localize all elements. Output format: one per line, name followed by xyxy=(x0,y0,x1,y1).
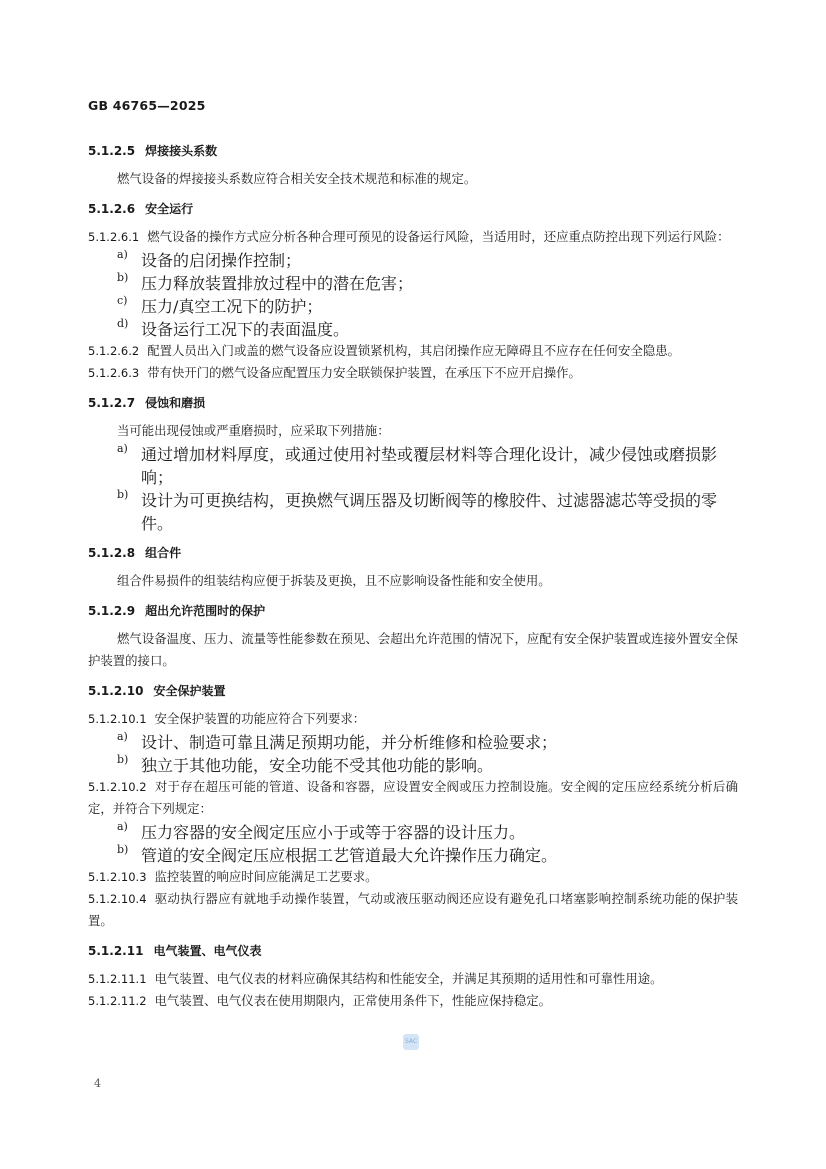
list-item xyxy=(88,843,738,866)
standard-number: GB 46765—2025 xyxy=(88,98,206,113)
clause-number: 5.1.2.10.1 xyxy=(88,712,147,726)
section-title: 焊接接头系数 xyxy=(145,144,218,158)
section-number: 5.1.2.8 xyxy=(88,546,136,560)
section-number: 5.1.2.5 xyxy=(88,144,136,158)
section-heading xyxy=(88,140,738,162)
clause-number: 5.1.2.10.4 xyxy=(88,892,147,906)
clause xyxy=(88,968,738,990)
list-marker: b) xyxy=(117,488,129,501)
list-text: 管道的安全阀定压应根据工艺管道最大允许操作压力确定。 xyxy=(141,846,558,865)
clause-number: 5.1.2.6.2 xyxy=(88,344,140,358)
paragraph: 组合件易损件的组装结构应便于拆装及更换，且不应影响设备性能和安全使用。 xyxy=(117,573,551,588)
list-item xyxy=(88,442,738,488)
list-item xyxy=(88,317,738,340)
section-heading xyxy=(88,542,738,564)
section-title: 超出允许范围时的保护 xyxy=(145,604,266,618)
section-title: 安全保护装置 xyxy=(153,684,226,698)
section-heading xyxy=(88,198,738,220)
list-text: 压力释放装置排放过程中的潜在危害； xyxy=(141,274,414,293)
list-text: 设计、制造可靠且满足预期功能，并分析维修和检验要求； xyxy=(141,733,558,752)
clause xyxy=(88,362,738,384)
clause-text: 安全保护装置的功能应符合下列要求： xyxy=(154,711,366,726)
clause-text: 电气装置、电气仪表的材料应确保其结构和性能安全，并满足其预期的适用性和可靠性用途。 xyxy=(154,971,663,986)
clause-number: 5.1.2.11.2 xyxy=(88,994,147,1008)
section-title: 安全运行 xyxy=(145,202,194,216)
section-title: 组合件 xyxy=(145,546,182,560)
clause-number: 5.1.2.10.3 xyxy=(88,870,147,884)
watermark-icon: SAC xyxy=(403,1034,419,1050)
list-text: 设备运行工况下的表面温度。 xyxy=(141,320,350,339)
clause xyxy=(88,708,738,730)
clause-number: 5.1.2.6.3 xyxy=(88,366,140,380)
section-heading xyxy=(88,392,738,414)
list-marker: b) xyxy=(117,271,129,284)
clause-text: 燃气设备的操作方式应分析各种合理可预见的设备运行风险，当适用时，还应重点防控出现下列运行风险： xyxy=(147,229,730,244)
section-title: 侵蚀和磨损 xyxy=(145,396,206,410)
list-item xyxy=(88,488,738,534)
page-number: 4 xyxy=(94,1077,101,1090)
list-text: 压力容器的安全阀定压应小于或等于容器的设计压力。 xyxy=(141,823,526,842)
clause-text: 驱动执行器应有就地手动操作装置，气动或液压驱动阀还应设有避免孔口堵塞影响控制系统功能的保护装置。 xyxy=(88,891,738,928)
clause-text: 带有快开门的燃气设备应配置压力安全联锁保护装置，在承压下不应开启操作。 xyxy=(147,365,581,380)
clause xyxy=(88,340,738,362)
list-marker: a) xyxy=(117,442,128,455)
list-marker: a) xyxy=(117,730,128,743)
list-marker: b) xyxy=(117,753,129,766)
paragraph: 当可能出现侵蚀或严重磨损时，应采取下列措施： xyxy=(117,423,390,438)
section-heading xyxy=(88,940,738,962)
clause xyxy=(88,866,738,888)
section-title: 电气装置、电气仪表 xyxy=(153,944,262,958)
list-marker: b) xyxy=(117,843,129,856)
list-marker: d) xyxy=(117,317,129,330)
clause-text: 对于存在超压可能的管道、设备和容器，应设置安全阀或压力控制设施。安全阀的定压应经系统分析后确定，并符合下列规定： xyxy=(88,779,738,816)
list-text: 设备的启闭操作控制； xyxy=(141,251,302,270)
list-item xyxy=(88,248,738,271)
list-text: 通过增加材料厚度，或通过使用衬垫或覆层材料等合理化设计，减少侵蚀或磨损影响； xyxy=(141,445,718,487)
list-marker: a) xyxy=(117,248,128,261)
section-number: 5.1.2.9 xyxy=(88,604,136,618)
section-number: 5.1.2.7 xyxy=(88,396,136,410)
section-heading xyxy=(88,600,738,622)
list-text: 独立于其他功能，安全功能不受其他功能的影响。 xyxy=(141,756,494,775)
clause-text: 监控装置的响应时间应能满足工艺要求。 xyxy=(154,869,378,884)
list-marker: a) xyxy=(117,820,128,833)
section-number: 5.1.2.10 xyxy=(88,684,144,698)
section-number: 5.1.2.6 xyxy=(88,202,136,216)
clause-text: 配置人员出入门或盖的燃气设备应设置锁紧机构，其启闭操作应无障碍且不应存在任何安全隐患。 xyxy=(147,343,681,358)
document-body xyxy=(88,140,738,1012)
clause-number: 5.1.2.6.1 xyxy=(88,230,140,244)
list-text: 压力/真空工况下的防护； xyxy=(141,297,323,316)
list-item xyxy=(88,820,738,843)
list-marker: c) xyxy=(117,294,128,307)
list-item xyxy=(88,271,738,294)
section-number: 5.1.2.11 xyxy=(88,944,144,958)
paragraph: 燃气设备温度、压力、流量等性能参数在预见、会超出允许范围的情况下，应配有安全保护装置或连接外置安全保护装置的接口。 xyxy=(88,631,738,668)
list-item xyxy=(88,753,738,776)
list-text: 设计为可更换结构，更换燃气调压器及切断阀等的橡胶件、过滤器滤芯等受损的零件。 xyxy=(141,491,718,533)
clause xyxy=(88,990,738,1012)
clause xyxy=(88,776,738,820)
list-item xyxy=(88,730,738,753)
list-item xyxy=(88,294,738,317)
clause xyxy=(88,888,738,932)
paragraph: 燃气设备的焊接接头系数应符合相关安全技术规范和标准的规定。 xyxy=(117,171,477,186)
clause-number: 5.1.2.11.1 xyxy=(88,972,147,986)
clause xyxy=(88,226,738,248)
section-heading xyxy=(88,680,738,702)
clause-number: 5.1.2.10.2 xyxy=(88,780,147,794)
clause-text: 电气装置、电气仪表在使用期限内，正常使用条件下，性能应保持稳定。 xyxy=(154,993,552,1008)
